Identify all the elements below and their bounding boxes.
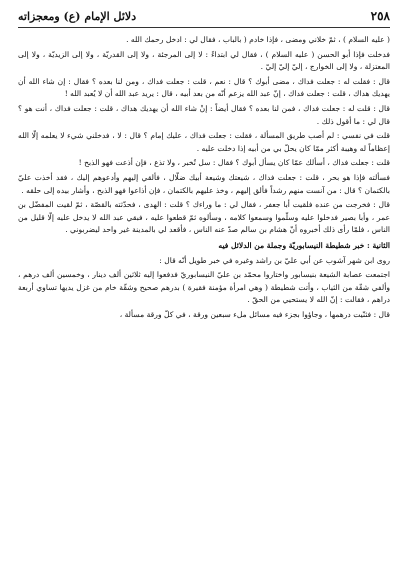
paragraph: فدخلت فإذا أبو الحسن ( عليه السلام ) ، فقال لي ابتداءً : لا إلى المرجئة ، ولا إلى القدريّة ، ولا إلى الزيديّة ، ولا إلى المعتزلة ، ولا إلى الخوارج ، إليّ إليّ إليّ .	[18, 49, 390, 72]
page-body	[18, 34, 390, 321]
paragraph: قلت : جعلت فداك ، أسألك عمّا كان يسأل أبوك ؟ فقال : سل تُخبر ، ولا تذع ، فإن أذعت فهو الذبح !	[78, 158, 390, 168]
page-header	[18, 8, 390, 28]
paragraph: روى ابن شهر آشوب عن أبي عليّ بن راشد وغيره في خبر طويل أنّه قال :	[159, 255, 390, 265]
paragraph: قال : فخرجت من عنده فلقيت أبا جعفر ، فقال لي : ما وراءك ؟ قلت : الهدى ، فحدّثته بالقصّة ، ثمّ لقيت المفضّل بن عمر ، وأبا بصير فدخلوا عليه وسلّموا وسمعوا كلامه ، وسألوه ثمّ قطعوا عليه ، فبقي عبد الله لا يدخل عليه إلّا قليل من الناس ، فلمّا رأى ذلك أخبروه أنّ هشام بن سالم صدّ عنه الناس ، فأقعد لي بالمدينة غير واحد ليضربوني .	[18, 200, 390, 235]
paragraph: اجتمعت عصابة الشيعة بنيسابور واختاروا محمّد بن عليّ النيسابوريّ فدفعوا إليه ثلاثين ألف دينار ، وخمسين ألف درهم ، وألفي شقّة من الثياب ، وأتت شطيطة ( وهي امرأة مؤمنة فقيرة ) بدرهم صحيح وشقّة خام من غزل يديها تساوي أربعة دراهم ، فقالت : إنّ الله لا يستحيي من الحقّ .	[18, 270, 390, 305]
page-number: ٢٥٨	[370, 9, 390, 23]
section-heading: الثانية : خبر شطيطة النيسابوريّة وجملة من الدلائل فيه	[218, 240, 390, 250]
paragraph: ( عليه السلام ) ، ثمّ خلاني ومضى ، فإذا خادم ( بالباب ، فقال لي : ادخل رحمك الله .	[126, 35, 390, 44]
paragraph: قال : قلت له : جعلت فداك ، فمن لنا بعده ؟ فقال أيضاً : إنْ شاء الله أن يهديك هداك ، قلت : جعلت فداك ، أنت هو ؟ قال لي : ما أقول ذلك .	[18, 103, 390, 126]
paragraph: قلت في نفسي : لم أصب طريق المسألة ، فقلت : جعلت فداك ، عليك إمام ؟ قال : لا ، فدخلني شيء لا يعلمه إلّا الله إعظاماً له وهيبة أكثر ممّا كان يحلّ بي من أبيه إذا دخلت عليه .	[18, 131, 390, 153]
paragraph: فسألته فإذا هو بحر ، قلت : جعلت فداك ، شيعتك وشيعة أبيك ضلّال ، فألقي إليهم وأدعوهم إليك ، فقد أخذت عليّ بالكتمان ؟ قال : من آنست منهم رشداً فألق إليهم ، وخذ عليهم بالكتمان ، فإن أذاعوا فهو الذبح ، وأشار بيده إلى حلقه .	[18, 172, 390, 195]
paragraph: قال : فقلت له : جعلت فداك ، مضى أبوك ؟ قال : نعم ، قلت : جعلت فداك ، ومن لنا بعده ؟ فقال : إن شاء الله أن يهديك هداك ، قلت : جعلت فداك ، إنّ عبد الله يزعم أنّه من بعد أبيه ، قال : يريد عبد الله أن لا يُعبد الله !	[18, 76, 390, 99]
paragraph: قال : فثنّيت درهمها ، وجاؤوا بجزء فيه مسائل ملء سبعين ورقة ، في كلّ ورقة مسألة ،	[119, 309, 390, 319]
running-title: دلائل الإمام (ع) ومعجزاته	[18, 9, 137, 23]
